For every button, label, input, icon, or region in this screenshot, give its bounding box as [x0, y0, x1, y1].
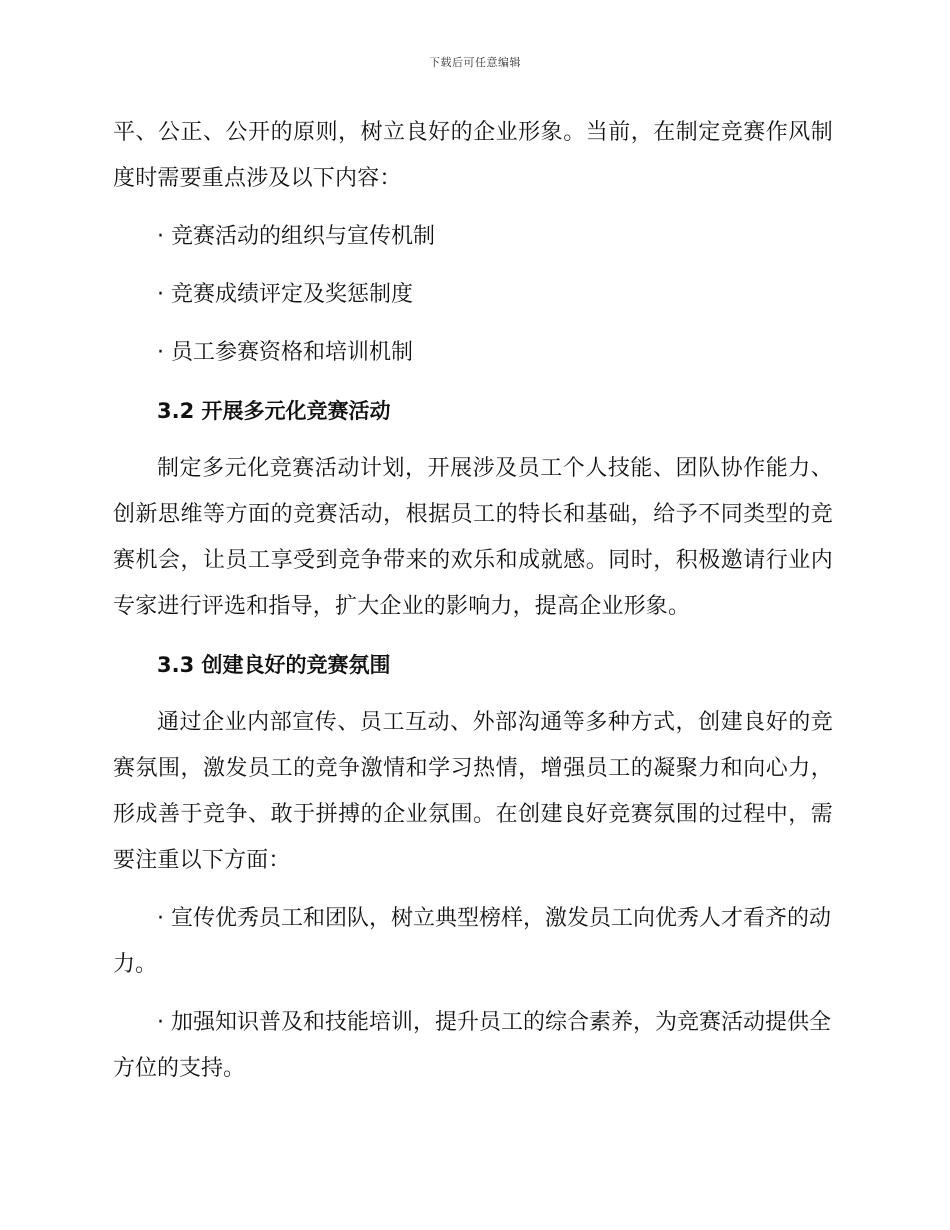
paragraph-diversified-activities: 制定多元化竞赛活动计划，开展涉及员工个人技能、团队协作能力、创新思维等方面的竞赛活动，根据员工的特长和基础，给予不同类型的竞赛机会，让员工享受到竞争带来的欢乐和成就感。同时，积极邀请行业内专家进行评选和指导，扩大企业的影响力，提高企业形象。: [113, 456, 833, 619]
document-body: [113, 110, 833, 1092]
paragraph-principles: 平、公正、公开的原则，树立良好的企业形象。当前，在制定竞赛作风制度时需要重点涉及以下内容：: [113, 120, 833, 191]
paragraph-atmosphere: 通过企业内部宣传、员工互动、外部沟通等多种方式，创建良好的竞赛氛围，激发员工的竞争激情和学习热情，增强员工的凝聚力和向心力，形成善于竞争、敢于拼搏的企业氛围。在创建良好竞赛氛围的过程中，需要注重以下方面：: [113, 710, 833, 873]
bullet-eligibility: · 员工参赛资格和培训机制: [157, 340, 413, 365]
section-heading-3-2: 3.2 开展多元化竞赛活动: [157, 399, 391, 423]
bullet-evaluation: · 竞赛成绩评定及奖惩制度: [157, 282, 413, 307]
section-heading-3-3: 3.3 创建良好的竞赛氛围: [157, 653, 391, 677]
bullet-role-models: · 宣传优秀员工和团队，树立典型榜样，激发员工向优秀人才看齐的动力。: [113, 906, 831, 977]
bullet-training: · 加强知识普及和技能培训，提升员工的综合素养，为竞赛活动提供全方位的支持。: [113, 1010, 831, 1081]
page-header: 下载后可任意编辑: [429, 56, 521, 69]
bullet-organization: · 竞赛活动的组织与宣传机制: [157, 224, 435, 249]
